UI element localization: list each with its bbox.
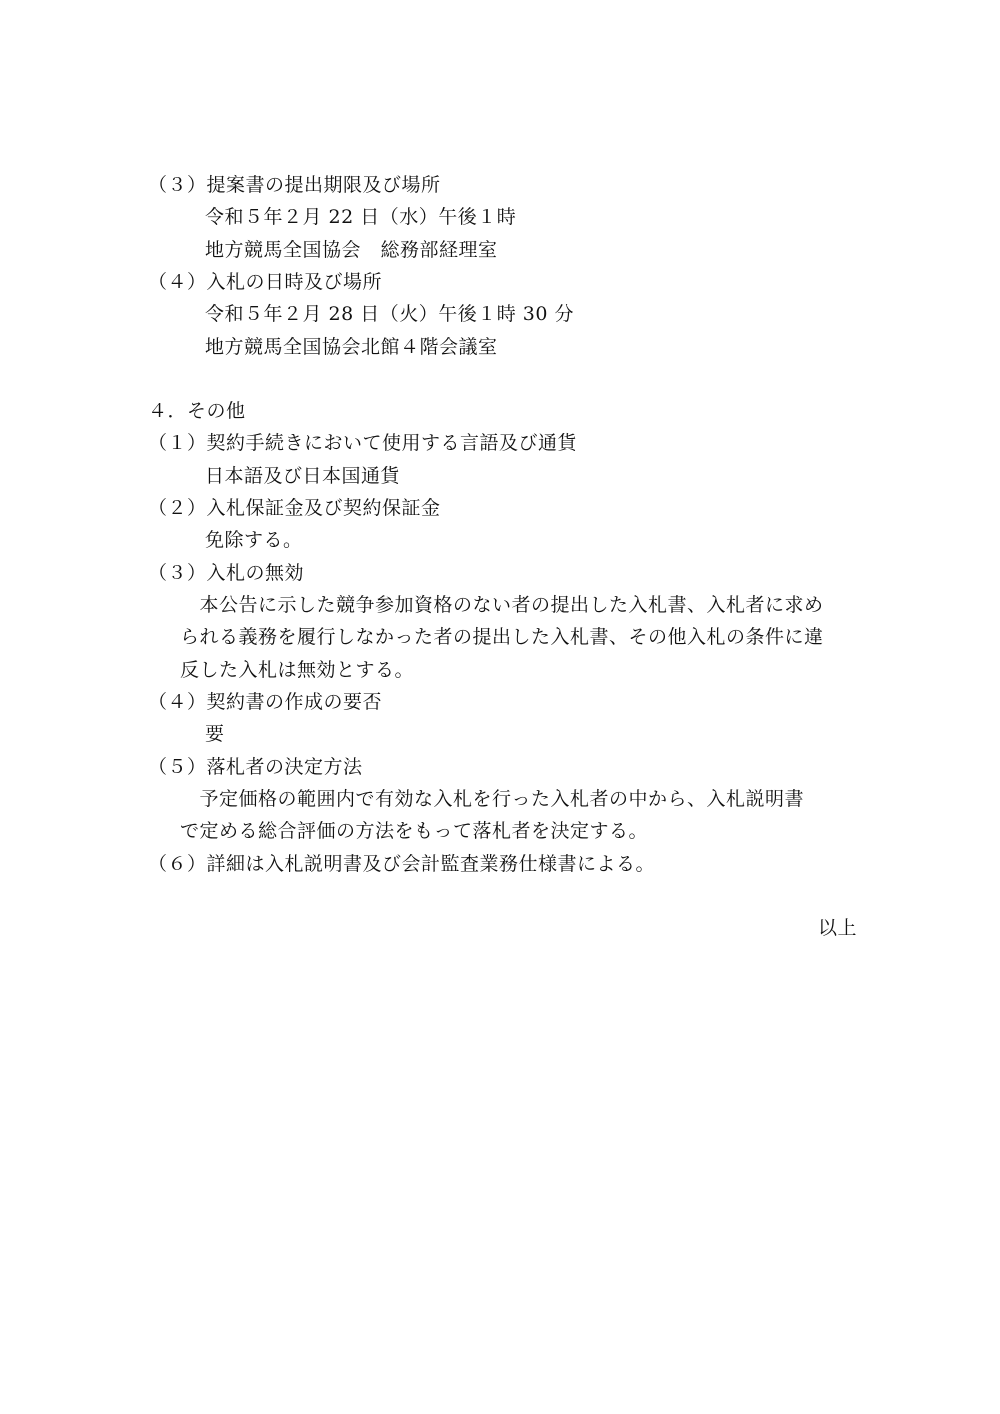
other-4-heading: （４）契約書の作成の要否 [148, 691, 383, 713]
other-1-body: 日本語及び日本国通貨 [205, 465, 401, 487]
other-5-body-line-2: で定める総合評価の方法をもって落札者を決定する。 [180, 820, 649, 842]
other-3-body-line-3: 反した入札は無効とする。 [180, 659, 415, 681]
section-4-title: ４．その他 [148, 400, 246, 422]
other-6-heading: （６）詳細は入札説明書及び会計監査業務仕様書による。 [148, 853, 656, 875]
item-4-datetime: 令和５年２月 28 日（火）午後１時 30 分 [205, 303, 575, 325]
other-5-body-line-1: 予定価格の範囲内で有効な入札を行った入札者の中から、入札説明書 [180, 788, 805, 810]
item-4-place: 地方競馬全国協会北館４階会議室 [205, 336, 498, 358]
other-1-heading: （１）契約手続きにおいて使用する言語及び通貨 [148, 432, 578, 454]
item-3-heading: （３）提案書の提出期限及び場所 [148, 174, 441, 196]
other-3-body-line-1: 本公告に示した競争参加資格のない者の提出した入札書、入札者に求め [180, 594, 824, 616]
other-4-body: 要 [205, 723, 225, 745]
item-3-deadline: 令和５年２月 22 日（水）午後１時 [205, 206, 517, 228]
other-5-heading: （５）落札者の決定方法 [148, 756, 363, 778]
closing-text: 以上 [817, 917, 857, 939]
other-2-body: 免除する。 [205, 529, 303, 551]
other-3-body-line-2: られる義務を履行しなかった者の提出した入札書、その他入札の条件に違 [180, 626, 824, 648]
item-3-place: 地方競馬全国協会 総務部経理室 [205, 239, 498, 261]
other-2-heading: （２）入札保証金及び契約保証金 [148, 497, 441, 519]
item-4-heading: （４）入札の日時及び場所 [148, 271, 383, 293]
other-3-heading: （３）入札の無効 [148, 562, 305, 584]
